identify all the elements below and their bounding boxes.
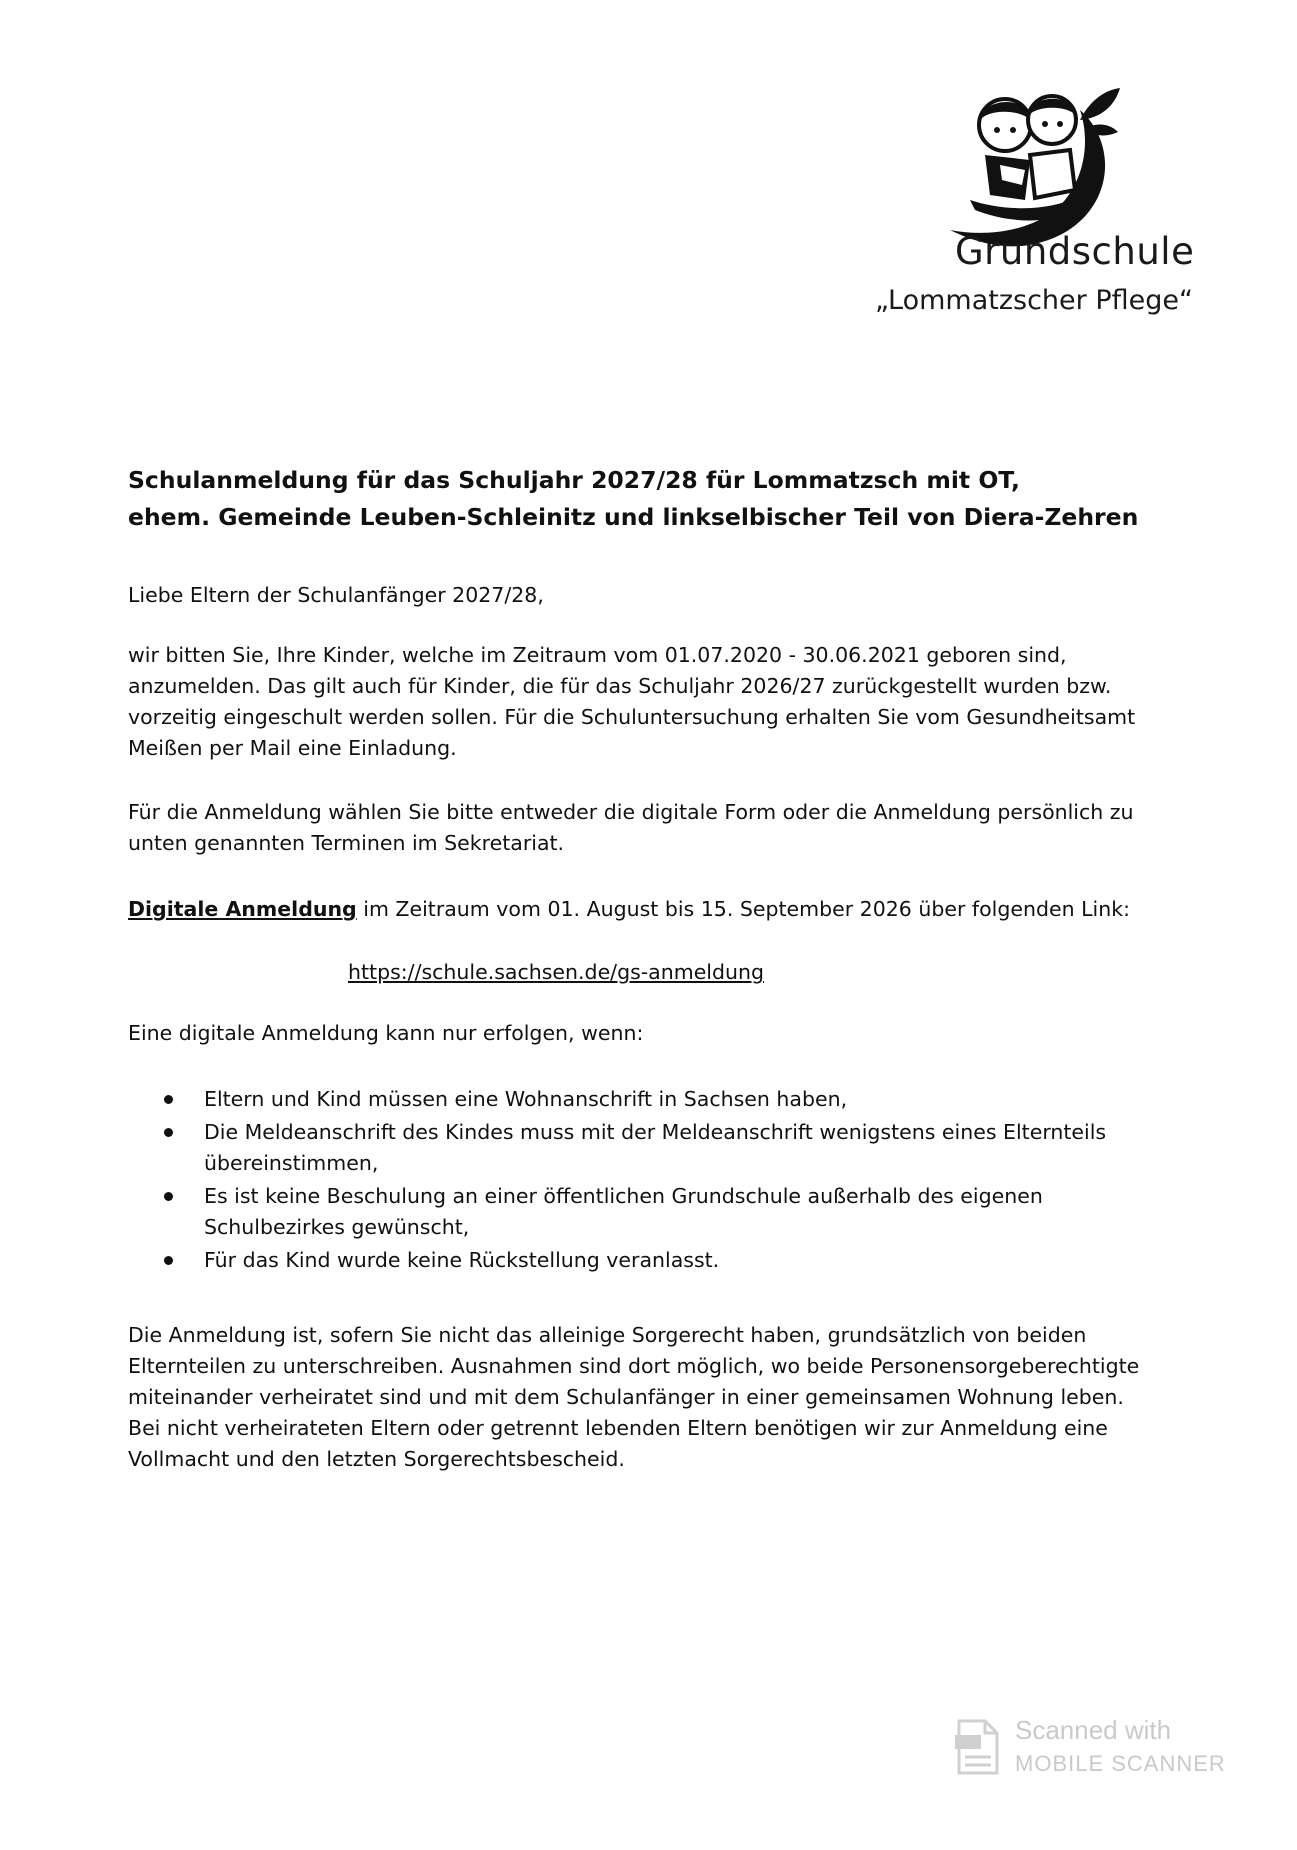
digital-registration-label: Digitale Anmeldung	[128, 897, 357, 921]
conditions-list	[164, 1084, 1164, 1278]
logo-title: Grundschule	[955, 230, 1195, 273]
page-title	[128, 462, 1188, 536]
letter-body	[128, 462, 1188, 1471]
bullet-icon	[164, 1256, 173, 1265]
bullet-icon	[164, 1095, 173, 1104]
bullet-icon	[164, 1128, 173, 1137]
list-item: Es ist keine Beschulung an einer öffentlichen Grundschule außerhalb des eigenen Schulbezirkes gewünscht,	[164, 1181, 1164, 1243]
paragraph-custody	[128, 1320, 1198, 1475]
watermark-line-1: Scanned with	[1015, 1715, 1172, 1745]
custody-line-3: miteinander verheiratet sind und mit dem Schulanfänger in einer gemeinsamen Wohnung leben.	[128, 1385, 1124, 1409]
list-item: Für das Kind wurde keine Rückstellung veranlasst.	[164, 1245, 1164, 1276]
custody-line-4: Bei nicht verheirateten Eltern oder getrennt lebenden Eltern benötigen wir zur Anmeldung eine	[128, 1416, 1108, 1440]
custody-line-2: Elternteilen zu unterschreiben. Ausnahmen sind dort möglich, wo beide Personensorgeberechtigte	[128, 1354, 1140, 1378]
paragraph-registration-options: Für die Anmeldung wählen Sie bitte entweder die digitale Form oder die Anmeldung persönlich zu unten genannten Terminen im Sekretariat.	[128, 800, 1134, 855]
logo-subtitle: „Lommatzscher Pflege“	[875, 285, 1193, 316]
pdf-icon	[955, 1719, 999, 1775]
children-reading-icon	[930, 80, 1120, 255]
watermark-line-2: MOBILE SCANNER	[1015, 1751, 1226, 1776]
title-line-2: ehem. Gemeinde Leuben-Schleinitz und linkselbischer Teil von Diera-Zehren	[128, 503, 1139, 531]
registration-link[interactable]: https://schule.sachsen.de/gs-anmeldung	[348, 960, 765, 984]
digital-registration-text: im Zeitraum vom 01. August bis 15. September 2026 über folgenden Link:	[356, 897, 1131, 921]
school-logo	[860, 80, 1195, 340]
scanner-watermark	[955, 1713, 1255, 1783]
bullet-icon	[164, 1192, 173, 1201]
custody-line-5: Vollmacht und den letzten Sorgerechtsbescheid.	[128, 1447, 625, 1471]
title-line-1: Schulanmeldung für das Schuljahr 2027/28 für Lommatzsch mit OT,	[128, 466, 1020, 494]
custody-line-1: Die Anmeldung ist, sofern Sie nicht das alleinige Sorgerecht haben, grundsätzlich von beiden	[128, 1323, 1087, 1347]
salutation: Liebe Eltern der Schulanfänger 2027/28,	[128, 583, 544, 607]
list-item: Die Meldeanschrift des Kindes muss mit der Meldeanschrift wenigstens eines Elternteils übereinstimmen,	[164, 1117, 1164, 1179]
list-item: Eltern und Kind müssen eine Wohnanschrift in Sachsen haben,	[164, 1084, 1164, 1115]
paragraph-registration-period: wir bitten Sie, Ihre Kinder, welche im Zeitraum vom 01.07.2020 - 30.06.2021 geboren sind, anzumelden. Das gilt auch für Kinder, die für das Schuljahr 2026/27 zurückgestellt wurden bzw. vorzeitig eingeschult werden sollen. Für die Schuluntersuchung erhalten Sie vom Gesundheitsamt Meißen per Mail eine Einladung.	[128, 643, 1136, 760]
paragraph-digital-registration	[128, 894, 1130, 925]
conditions-intro: Eine digitale Anmeldung kann nur erfolgen, wenn:	[128, 1021, 644, 1045]
